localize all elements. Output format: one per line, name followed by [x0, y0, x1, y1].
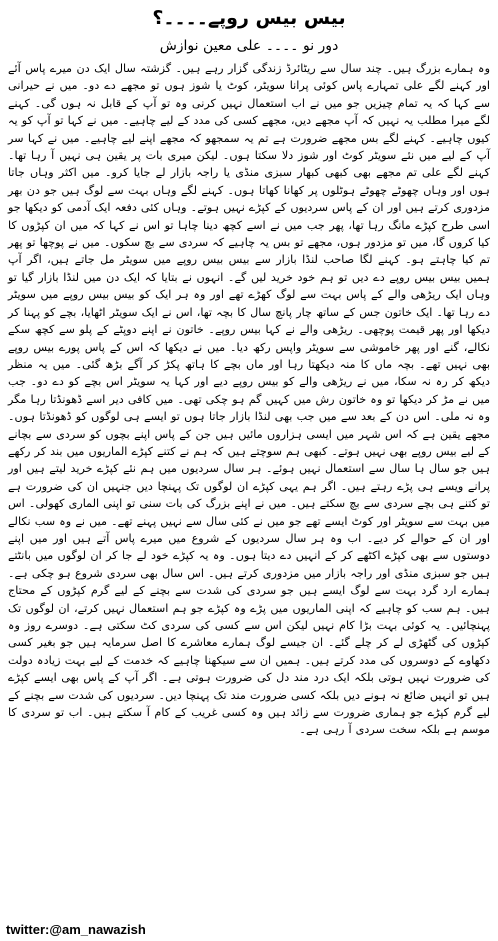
article-byline: دور نو ۔۔۔۔ علی معین نوازش — [159, 38, 339, 54]
article-title: بیس بیس روپے۔۔۔۔؟ — [152, 7, 346, 29]
article-body: وہ ہمارے بزرگ ہیں۔ چند سال سے ریٹائرڈ زندگی گزار رہے ہیں۔ گزشتہ سال ایک دن میرے پاس آئے اور کہنے لگے علی تمہارے پاس کوئی پرانا سویٹر، کوٹ یا شوز ہوں تو مجھے دے دو۔ میں نے حیرانی سے کہا کہ یہ تمام چیزیں جو میں نے اب استعمال نہیں کرنی وہ تو آپ کے قابل نہ ہوں گی۔ کہنے لگے میرا مطلب یہ نہیں کہ آپ مجھے دیں، مجھے کسی کی مدد کے لیے چاہیے۔ میں نے کہا تو آپ کو یہ کیوں چاہیے۔ کہنے لگے بس مجھے ضرورت ہے تم یہ سمجھو کہ مجھے اپنے لیے چاہیے۔ میں نے کہا سر آپ کے لیے میں نئے سویٹر کوٹ اور شوز دلا سکتا ہوں۔ لیکن میری بات پر یقین ہی نہیں آ رہا تھا۔ کہنے لگے علی تم مجھے بھی کبھی کبھار سبزی منڈی یا راجہ بازار لے جایا کرو۔ میں اکثر وہاں جاتا ہوں اور وہاں چھوٹے چھوٹے ہوٹلوں پر کھانا کھاتا ہوں۔ کہنے لگے وہاں بہت سے لوگ ہیں جو دن بھر مزدوری کرتے ہیں اور ان کے پاس سردیوں کے کپڑے نہیں ہوتے۔ وہاں کئی دفعہ ایک آدمی کو دیکھا جو اسی طرح کپڑے مانگ رہا تھا، پھر جب میں نے اسے کچھ دینا چاہا تو اس نے کہا کہ میں ان کپڑوں کا کیا کروں گا، میں تو مزدور ہوں، مجھے تو بس یہ چاہیے کہ سردی سے بچ سکوں۔ میں نے پوچھا تو پھر تم کیا چاہتے ہو۔ کہنے لگا صاحب لنڈا بازار سے بیس بیس روپے میں سویٹر مل جاتے ہیں، اگر آپ ہمیں بیس بیس روپے دے دیں تو ہم خود خرید لیں گے۔ انہوں نے بتایا کہ ایک دن میں لنڈا بازار گیا تو وہاں ایک ریڑھی والے کے پاس بہت سے لوگ کھڑے تھے اور وہ ہر ایک کو بیس بیس روپے میں سویٹر دے رہا تھا۔ ایک خاتون جس کے ساتھ چار پانچ سال کا بچہ تھا، اس نے ایک سویٹر اٹھایا، بچے کو پہنا کر دیکھا اور پھر قیمت پوچھی۔ ریڑھی والے نے کہا بیس روپے۔ خاتون نے اپنے دوپٹے کے پلو سے کچھ سکے نکالے، گنے اور پھر خاموشی سے سویٹر واپس رکھ دیا۔ میں نے دیکھا کہ اس کے پاس پورے بیس روپے بھی نہیں تھے۔ بچہ ماں کا منہ دیکھتا رہا اور ماں بچے کا ہاتھ پکڑ کر آگے بڑھ گئی۔ میں یہ منظر دیکھ کر رہ نہ سکا، میں نے ریڑھی والے کو بیس روپے دیے اور کہا یہ سویٹر اس بچے کو دے دو۔ جب میں نے مڑ کر دیکھا تو وہ خاتون رش میں کہیں گم ہو چکی تھی۔ میں کافی دیر اسے ڈھونڈتا رہا مگر وہ نہ ملی۔ اس دن کے بعد سے میں جب بھی لنڈا بازار جاتا ہوں تو ایسے ہی لوگوں کو ڈھونڈتا ہوں۔ مجھے یقین ہے کہ اس شہر میں ایسی ہزاروں مائیں ہیں جن کے پاس اپنے بچوں کو سردی سے بچانے کے لیے بیس روپے بھی نہیں ہوتے۔ کبھی ہم سوچتے ہیں کہ ہم نے کتنے کپڑے الماریوں میں بند کر رکھے ہیں جو سال ہا سال سے استعمال نہیں ہوئے۔ ہر سال سردیوں میں ہم نئے کپڑے خرید لیتے ہیں اور پرانے ویسے ہی پڑے رہتے ہیں۔ اگر ہم یہی کپڑے ان لوگوں تک پہنچا دیں جنہیں ان کی ضرورت ہے تو کتنے ہی بچے سردی سے بچ سکتے ہیں۔ میں نے اپنے بزرگ کی بات سنی تو اپنی الماری کھولی۔ اس میں بہت سے سویٹر اور کوٹ ایسے تھے جو میں نے کئی سال سے نہیں پہنے تھے۔ میں نے وہ سب نکالے اور ان کے حوالے کر دیے۔ اب وہ ہر سال سردیوں کے شروع میں میرے پاس آتے ہیں اور میں اپنے دوستوں سے بھی کپڑے اکٹھے کر کے انہیں دے دیتا ہوں۔ وہ یہ کپڑے خود لے جا کر ان لوگوں میں بانٹتے ہیں جو سبزی منڈی اور راجہ بازار میں مزدوری کرتے ہیں۔ اس سال بھی سردی شروع ہو چکی ہے۔ ہمارے ارد گرد بہت سے لوگ ایسے ہیں جو سردی کی شدت سے بچنے کے لیے گرم کپڑوں کے محتاج ہیں۔ ہم سب کو چاہیے کہ اپنی الماریوں میں پڑے وہ کپڑے جو ہم استعمال نہیں کرتے، ان لوگوں تک پہنچائیں۔ یہ کوئی بہت بڑا کام نہیں لیکن اس سے کسی کی سردی کٹ سکتی ہے۔ دوسرے روز وہ کپڑوں کی گٹھڑی لے کر چلے گئے۔ ان جیسے لوگ ہمارے معاشرے کا اصل سرمایہ ہیں جو بغیر کسی دکھاوے کے دوسروں کی مدد کرتے ہیں۔ ہمیں ان سے سیکھنا چاہیے کہ خدمت کے لیے بہت زیادہ دولت کی ضرورت نہیں ہوتی بلکہ ایک درد مند دل کی ضرورت ہوتی ہے۔ اگر آپ کے پاس بھی ایسے کپڑے ہیں تو انہیں ضائع نہ ہونے دیں بلکہ کسی ضرورت مند تک پہنچا دیں۔ سردیوں کی شدت سے بچنے کے لیے گرم کپڑے جو ہماری ضرورت سے زائد ہیں وہ کسی غریب کے کام آ سکتے ہیں۔ اب تو سردی کا موسم ہے بلکہ سخت سردی آ رہی ہے۔ — [8, 62, 490, 737]
twitter-handle: twitter:@am_nawazish — [6, 922, 146, 937]
